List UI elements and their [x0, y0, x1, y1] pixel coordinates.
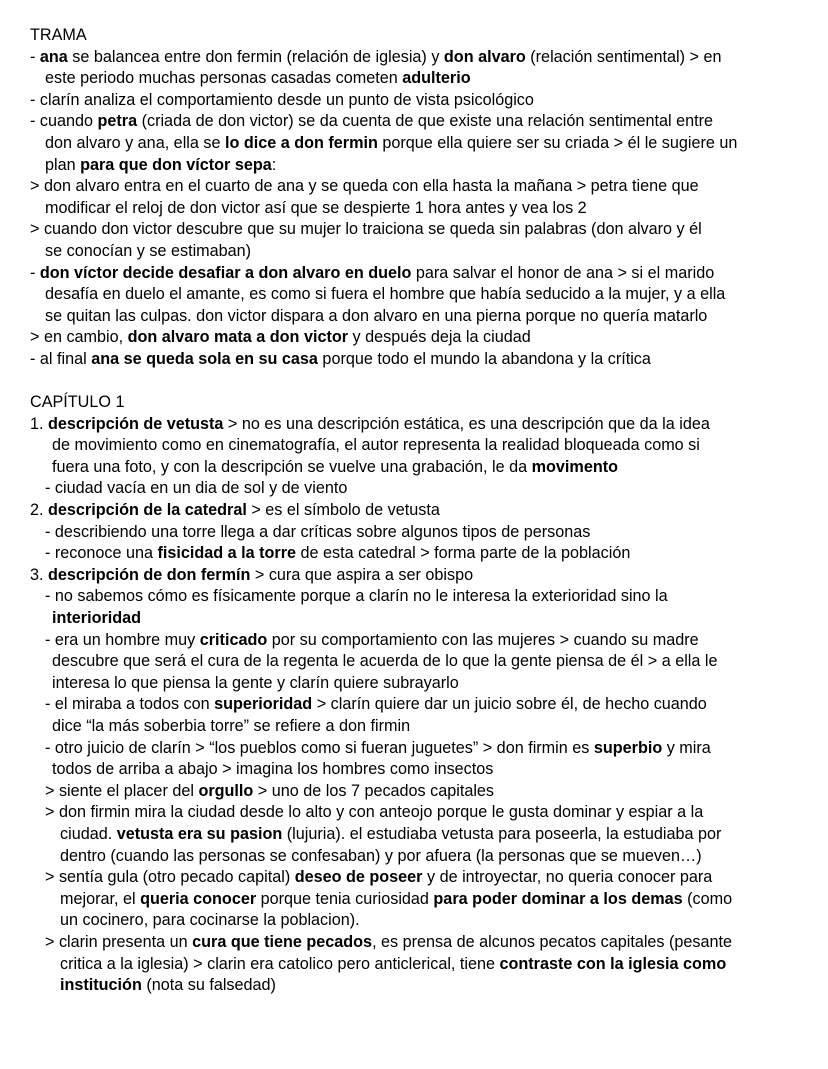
capitulo-line: [30, 500, 808, 522]
trama-title: TRAMA: [30, 26, 87, 44]
text-run: - al final: [30, 349, 92, 368]
bold-text: ana se queda sola en su casa: [91, 349, 318, 368]
bold-text: ana: [39, 47, 68, 66]
capitulo-line: [30, 759, 808, 781]
text-run: y mira: [662, 738, 711, 757]
text-run: :: [271, 155, 277, 174]
capitulo-line: [30, 673, 808, 695]
text-run: - reconoce una: [45, 544, 158, 563]
trama-line: [30, 198, 808, 220]
text-run: - ciudad vacía en un dia de sol y de viento: [45, 479, 348, 498]
text-run: descubre que será el cura de la regenta le acuerda de lo que la gente piensa de él > a ella le: [52, 652, 718, 671]
text-run: - clarín analiza el comportamiento desde un punto de vista psicológico: [30, 90, 534, 109]
text-run: por su comportamiento con las mujeres > cuando su madre: [267, 630, 699, 649]
trama-line: [30, 327, 808, 349]
capitulo-line: [30, 608, 808, 630]
text-run: > cura que aspira a ser obispo: [250, 565, 474, 584]
bold-text: interioridad: [52, 609, 142, 628]
bold-text: fisicidad a la torre: [157, 544, 297, 563]
text-run: -: [30, 263, 40, 282]
text-run: dice “la más soberbia torre” se refiere a don firmin: [52, 717, 411, 735]
capitulo-line: [30, 867, 808, 889]
text-run: (relación sentimental) > en: [525, 47, 722, 66]
text-run: modificar el reloj de don victor así que se despierte 1 hora antes y vea los 2: [45, 198, 587, 217]
text-run: ciudad.: [60, 824, 117, 843]
text-run: (nota su falsedad): [141, 976, 276, 995]
bold-text: vetusta era su pasion: [116, 824, 283, 843]
bold-text: descripción de la catedral: [48, 501, 247, 520]
capitulo-body: [30, 414, 808, 997]
text-run: de esta catedral > forma parte de la población: [296, 544, 631, 563]
text-run: > don alvaro entra en el cuarto de ana y se queda con ella hasta la mañana > petra tiene que: [30, 177, 699, 196]
text-run: interesa lo que piensa la gente y clarín quiere subrayarlo: [52, 673, 459, 692]
bold-text: don alvaro: [443, 47, 526, 66]
trama-line: [30, 68, 808, 90]
capitulo-line: [30, 846, 808, 868]
text-run: - cuando: [30, 112, 98, 131]
text-run: un cocinero, para cocinarse la poblacion).: [60, 911, 360, 930]
bold-text: descripción de vetusta: [48, 414, 224, 433]
text-run: 1.: [30, 414, 48, 433]
trama-line: [30, 306, 808, 328]
trama-line: [30, 241, 808, 263]
capitulo-line: [30, 565, 808, 587]
trama-line: [30, 90, 808, 112]
trama-line: [30, 219, 808, 241]
capitulo-line: [30, 975, 808, 997]
trama-line: [30, 176, 808, 198]
text-run: > no es una descripción estática, es una descripción que da la idea: [223, 414, 710, 433]
bold-text: institución: [60, 976, 142, 995]
trama-line: [30, 263, 808, 285]
bold-text: petra: [97, 112, 138, 131]
text-run: - no sabemos cómo es físicamente porque a clarín no le interesa la exterioridad sino la: [45, 587, 668, 606]
text-run: > cuando don victor descubre que su mujer lo traiciona se queda sin palabras (don alvaro y él: [30, 220, 702, 239]
bold-text: don alvaro mata a don victor: [127, 328, 349, 347]
text-run: , es prensa de alcunos pecatos capitales (pesante: [372, 932, 733, 951]
capitulo-line: [30, 824, 808, 846]
text-run: > siente el placer del: [45, 781, 199, 800]
text-run: > es el símbolo de vetusta: [246, 501, 440, 520]
bold-text: contraste con la iglesia como: [499, 954, 727, 973]
text-run: - era un hombre muy: [45, 630, 200, 649]
text-run: - el miraba a todos con: [45, 695, 215, 714]
trama-line: [30, 284, 808, 306]
text-run: y después deja la ciudad: [348, 328, 531, 347]
capitulo-line: [30, 802, 808, 824]
trama-line: [30, 111, 808, 133]
text-run: para salvar el honor de ana > si el marido: [411, 263, 715, 282]
bold-text: lo dice a don fermin: [224, 133, 378, 152]
capitulo-line: [30, 478, 808, 500]
text-run: 2.: [30, 501, 48, 520]
bold-text: adulterio: [402, 69, 471, 88]
text-run: > en cambio,: [30, 328, 128, 347]
text-run: desafía en duelo el amante, es como si fuera el hombre que había seducido a la mujer, y a ella: [45, 285, 726, 304]
text-run: critica a la iglesia) > clarin era catolico pero anticlerical, tiene: [60, 954, 500, 973]
trama-body: [30, 47, 808, 371]
text-run: se quitan las culpas. don victor dispara a don alvaro en una pierna porque no quería matarlo: [45, 306, 708, 325]
bold-text: superbio: [593, 738, 663, 757]
capitulo-line: [30, 738, 808, 760]
text-run: de movimiento como en cinematografía, el autor representa la realidad bloqueada como si: [52, 436, 700, 455]
capitulo-title: CAPÍTULO 1: [30, 393, 125, 412]
bold-text: descripción de don fermín: [48, 565, 251, 584]
text-run: - otro juicio de clarín > “los pueblos como si fueran juguetes” > don firmin es: [45, 738, 594, 757]
capitulo-line: [30, 651, 808, 673]
capitulo-line: [30, 910, 808, 932]
text-run: plan: [45, 155, 81, 174]
capitulo-line: [30, 457, 808, 479]
text-run: se balancea entre don fermin (relación de iglesia) y: [67, 47, 444, 66]
capitulo-line: [30, 630, 808, 652]
text-run: (criada de don victor) se da cuenta de que existe una relación sentimental entre: [137, 112, 713, 131]
text-run: porque todo el mundo la abandona y la crítica: [317, 349, 651, 368]
capitulo-line: [30, 522, 808, 544]
bold-text: para que don víctor sepa: [80, 155, 272, 174]
trama-line: [30, 47, 808, 69]
capitulo-line: [30, 694, 808, 716]
text-run: y de introyectar, no queria conocer para: [422, 868, 713, 887]
text-run: porque tenia curiosidad: [256, 889, 434, 908]
bold-text: orgullo: [198, 781, 254, 800]
trama-line: [30, 155, 808, 177]
capitulo-line: [30, 889, 808, 911]
bold-text: superioridad: [214, 695, 313, 714]
text-run: > don firmin mira la ciudad desde lo alto y con anteojo porque le gusta dominar y espiar a la: [45, 803, 704, 822]
text-run: (como: [682, 889, 733, 908]
bold-text: para poder dominar a los demas: [433, 889, 683, 908]
text-run: dentro (cuando las personas se confesaban) y por afuera (la personas que se mueven…): [60, 846, 702, 865]
text-run: 3.: [30, 565, 48, 584]
text-run: este periodo muchas personas casadas cometen: [45, 69, 403, 88]
capitulo-line: [30, 435, 808, 457]
bold-text: movimento: [531, 457, 618, 476]
text-run: todos de arriba a abajo > imagina los hombres como insectos: [52, 760, 494, 779]
section-gap: [30, 371, 808, 393]
capitulo-line: [30, 716, 808, 738]
text-run: - describiendo una torre llega a dar críticas sobre algunos tipos de personas: [45, 522, 591, 541]
text-run: > clarín quiere dar un juicio sobre él, de hecho cuando: [312, 695, 707, 714]
capitulo-line: [30, 781, 808, 803]
trama-line: [30, 133, 808, 155]
capitulo-line: [30, 414, 808, 436]
capitulo-line: [30, 954, 808, 976]
text-run: > sentía gula (otro pecado capital): [45, 868, 295, 887]
text-run: (lujuria). el estudiaba vetusta para poseerla, la estudiaba por: [282, 824, 722, 843]
text-run: mejorar, el: [60, 889, 141, 908]
capitulo-line: [30, 586, 808, 608]
text-run: fuera una foto, y con la descripción se vuelve una grabación, le da: [52, 457, 532, 476]
text-run: se conocían y se estimaban): [45, 241, 252, 260]
text-run: don alvaro y ana, ella se: [45, 133, 225, 152]
text-run: porque ella quiere ser su criada > él le sugiere un: [377, 133, 738, 152]
capitulo-line: [30, 932, 808, 954]
trama-line: [30, 349, 808, 371]
text-run: -: [30, 47, 40, 66]
text-run: > clarin presenta un: [45, 932, 193, 951]
bold-text: don víctor decide desafiar a don alvaro en duelo: [39, 263, 412, 282]
bold-text: queria conocer: [140, 889, 257, 908]
capitulo-line: [30, 543, 808, 565]
bold-text: criticado: [199, 630, 268, 649]
text-run: > uno de los 7 pecados capitales: [253, 781, 495, 800]
bold-text: deseo de poseer: [294, 868, 423, 887]
bold-text: cura que tiene pecados: [192, 932, 373, 951]
